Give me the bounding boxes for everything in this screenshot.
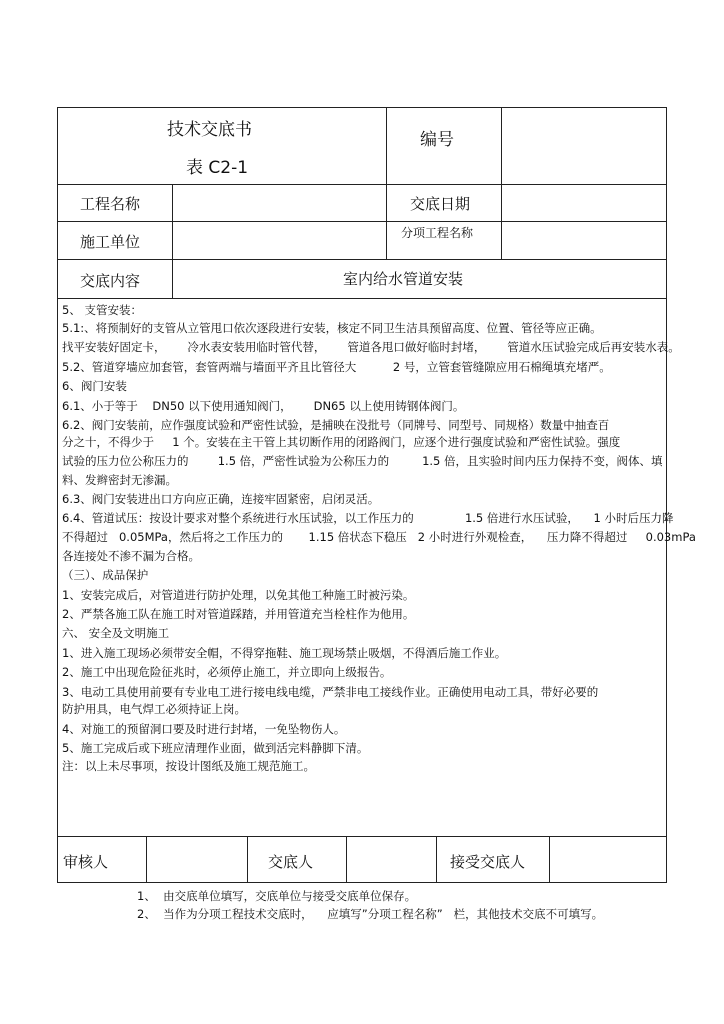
form-code: 表 C2-1 — [186, 158, 249, 178]
body-line: 试验的压力位公称压力的 1.5 倍，严密性试验为公称压力的 1.5 倍，且实验时间内压力保持不变，阀体、填 — [62, 454, 663, 468]
body-line: （三）、成品保护 — [62, 568, 149, 582]
body-line: 5、施工完成后或下班应清理作业面，做到活完料静脚下清。 — [62, 741, 369, 755]
body-line: 找平安装好固定卡， 冷水表安装用临时管代替， 管道各甩口做好临时封堵， 管道水压试验完成后再安装水表。 — [62, 340, 680, 354]
construction-unit-label: 施工单位 — [80, 233, 141, 251]
col-divider — [386, 107, 387, 259]
body-line: 1、进入施工现场必须带安全帽，不得穿拖鞋、施工现场禁止吸烟，不得酒后施工作业。 — [62, 646, 507, 660]
project-name-label: 工程名称 — [80, 195, 141, 213]
receiver-label: 接受交底人 — [450, 853, 526, 871]
number-label: 编号 — [420, 130, 454, 150]
row-divider — [57, 836, 667, 837]
body-line: 5.1:、将预制好的支管从立管甩口依次逐段进行安装，核定不同卫生洁具预留高度、位置、管径等应正确。 — [62, 321, 602, 335]
row-divider — [57, 221, 667, 222]
body-line: 6.1、小于等于 DN50 以下使用通知阀门， DN65 以上使用铸钢体阀门。 — [62, 399, 465, 413]
col-divider — [436, 836, 437, 883]
body-line: 5、 支管安装： — [62, 303, 142, 317]
body-line: 料、发辫密封无渗漏。 — [62, 473, 177, 487]
col-divider — [247, 836, 248, 883]
body-line: 1、安装完成后，对管道进行防护处理，以免其他工种施工时被污染。 — [62, 588, 415, 602]
body-line: 防护用具，电气焊工必须持证上岗。 — [62, 702, 246, 716]
body-line: 六、 安全及文明施工 — [62, 626, 170, 640]
body-line: 6.2、阀门安装前，应作强度试验和严密性试验，是捕映在没批号（同牌号、同型号、同规格）数量中抽查百 — [62, 418, 610, 432]
content-label: 交底内容 — [80, 272, 141, 290]
sub-project-name-label: 分项工程名称 — [401, 226, 474, 240]
row-divider — [57, 259, 667, 260]
body-line: 6.4、管道试压：按设计要求对整个系统进行水压试验，以工作压力的 1.5 倍进行水压试验， 1 小时后压力降 — [62, 511, 674, 525]
body-line: 分之十，不得少于 1 个。安装在主干管上其切断作用的闭路阀门，应逐个进行强度试验和严密性试验。强度 — [62, 435, 621, 449]
body-line: 不得超过 0.05MPa，然后将之工作压力的 1.15 倍状态下稳压 2 小时进行外观检查， 压力降不得超过 0.03mPa — [62, 530, 696, 544]
footnote: 2、 当作为分项工程技术交底时， 应填写”分项工程名称” 栏，其他技术交底不可填写。 — [137, 907, 604, 921]
row-divider — [57, 184, 667, 185]
content-value: 室内给水管道安装 — [343, 270, 464, 288]
body-line: 各连接处不渗不漏为合格。 — [62, 549, 200, 563]
body-line: 3、电动工具使用前要有专业电工进行接电线电缆，严禁非电工接线作业。正确使用电动工具，带好必要的 — [62, 685, 599, 699]
body-line: 6、阀门安装 — [62, 379, 127, 393]
reviewer-label: 审核人 — [63, 853, 109, 871]
body-line: 注：以上未尽事项，按设计图纸及施工规范施工。 — [62, 759, 315, 773]
col-divider — [146, 836, 147, 883]
handover-person-label: 交底人 — [268, 853, 314, 871]
handover-date-label: 交底日期 — [410, 195, 471, 213]
document-title: 技术交底书 — [167, 120, 252, 140]
body-line: 6.3、阀门安装进出口方向应正确，连接牢固紧密，启闭灵活。 — [62, 492, 380, 506]
body-line: 2、施工中出现危险征兆时，必须停止施工，并立即向上级报告。 — [62, 665, 392, 679]
footnote: 1、 由交底单位填写，交底单位与接受交底单位保存。 — [137, 889, 417, 903]
row-divider — [57, 298, 667, 299]
col-divider — [549, 836, 550, 883]
body-line: 5.2、管道穿墙应加套管，套管两端与墙面平齐且比管径大 2 号，立管套管缝隙应用石棉绳填充堵严。 — [62, 360, 611, 374]
col-divider — [346, 836, 347, 883]
col-divider — [172, 184, 173, 298]
body-line: 2、严禁各施工队在施工时对管道踩踏，并用管道充当栓柱作为他用。 — [62, 607, 415, 621]
col-divider — [501, 107, 502, 259]
body-line: 4、对施工的预留洞口要及时进行封堵，一免坠物伤人。 — [62, 722, 346, 736]
